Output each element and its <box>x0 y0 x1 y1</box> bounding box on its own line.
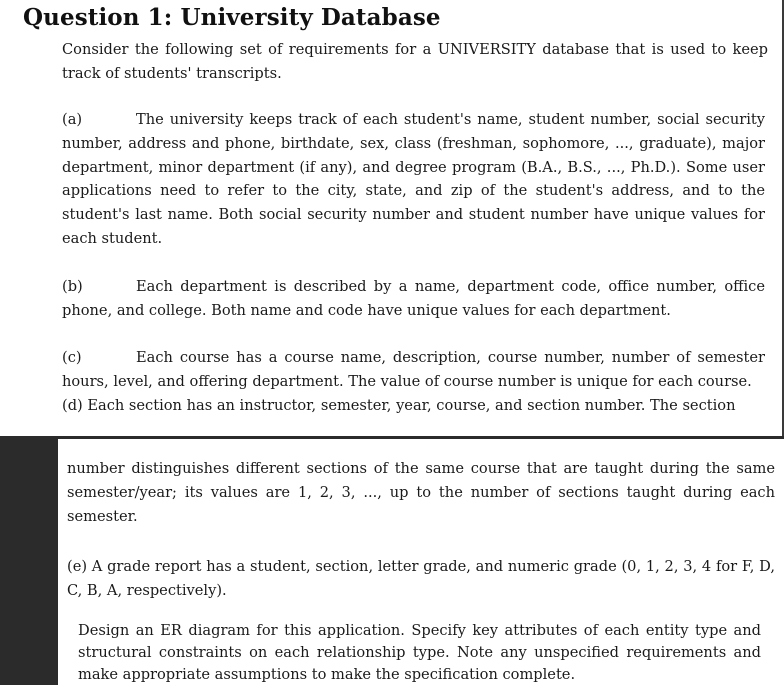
design-task-paragraph: Design an ER diagram for this application. Specify key attributes of each entity type and structural constraints on each relationship type. Note any unspecified requirements and make appropriate assumptions to make the specification complete. <box>78 622 761 683</box>
part-c-paragraph <box>62 346 765 417</box>
part-b-label: (b) <box>62 278 83 295</box>
part-a-text: The university keeps track of each student's name, student number, social security number, address and phone, birthdate, sex, class (freshman, sophomore, ..., graduate), major department, minor department (if any), and degree program (B.A., B.S., ..., Ph.D.). Some user applications need to refer to the city, state, and zip of the student's address, and to the student's last name. Both social security number and student number have unique values for each student. <box>62 111 765 247</box>
part-c-label: (c) <box>62 349 82 366</box>
part-b-text: Each department is described by a name, department code, office number, office phone, and college. Both name and code have unique values for each department. <box>62 278 765 319</box>
part-d-start-text: (d) Each section has an instructor, semester, year, course, and section number. The section <box>62 396 736 414</box>
part-e-paragraph: (e) A grade report has a student, section, letter grade, and numeric grade (0, 1, 2, 3, 4 for F, D, C, B, A, respectively). <box>67 558 775 599</box>
part-a-paragraph <box>62 108 765 251</box>
page-title: Question 1: University Database <box>23 4 441 31</box>
part-d-continued-paragraph: number distinguishes different sections of the same course that are taught during the same semester/year; its values are 1, 2, 3, ..., up to the number of sections taught during each semester. <box>67 460 775 525</box>
part-b-paragraph <box>62 275 765 323</box>
part-a-label: (a) <box>62 111 83 128</box>
part-c-text: Each course has a course name, description, course number, number of semester hours, level, and offering department. The value of course number is unique for each course. <box>62 349 765 390</box>
intro-paragraph: Consider the following set of requirements for a UNIVERSITY database that is used to keep track of students' transcripts. <box>62 41 768 82</box>
